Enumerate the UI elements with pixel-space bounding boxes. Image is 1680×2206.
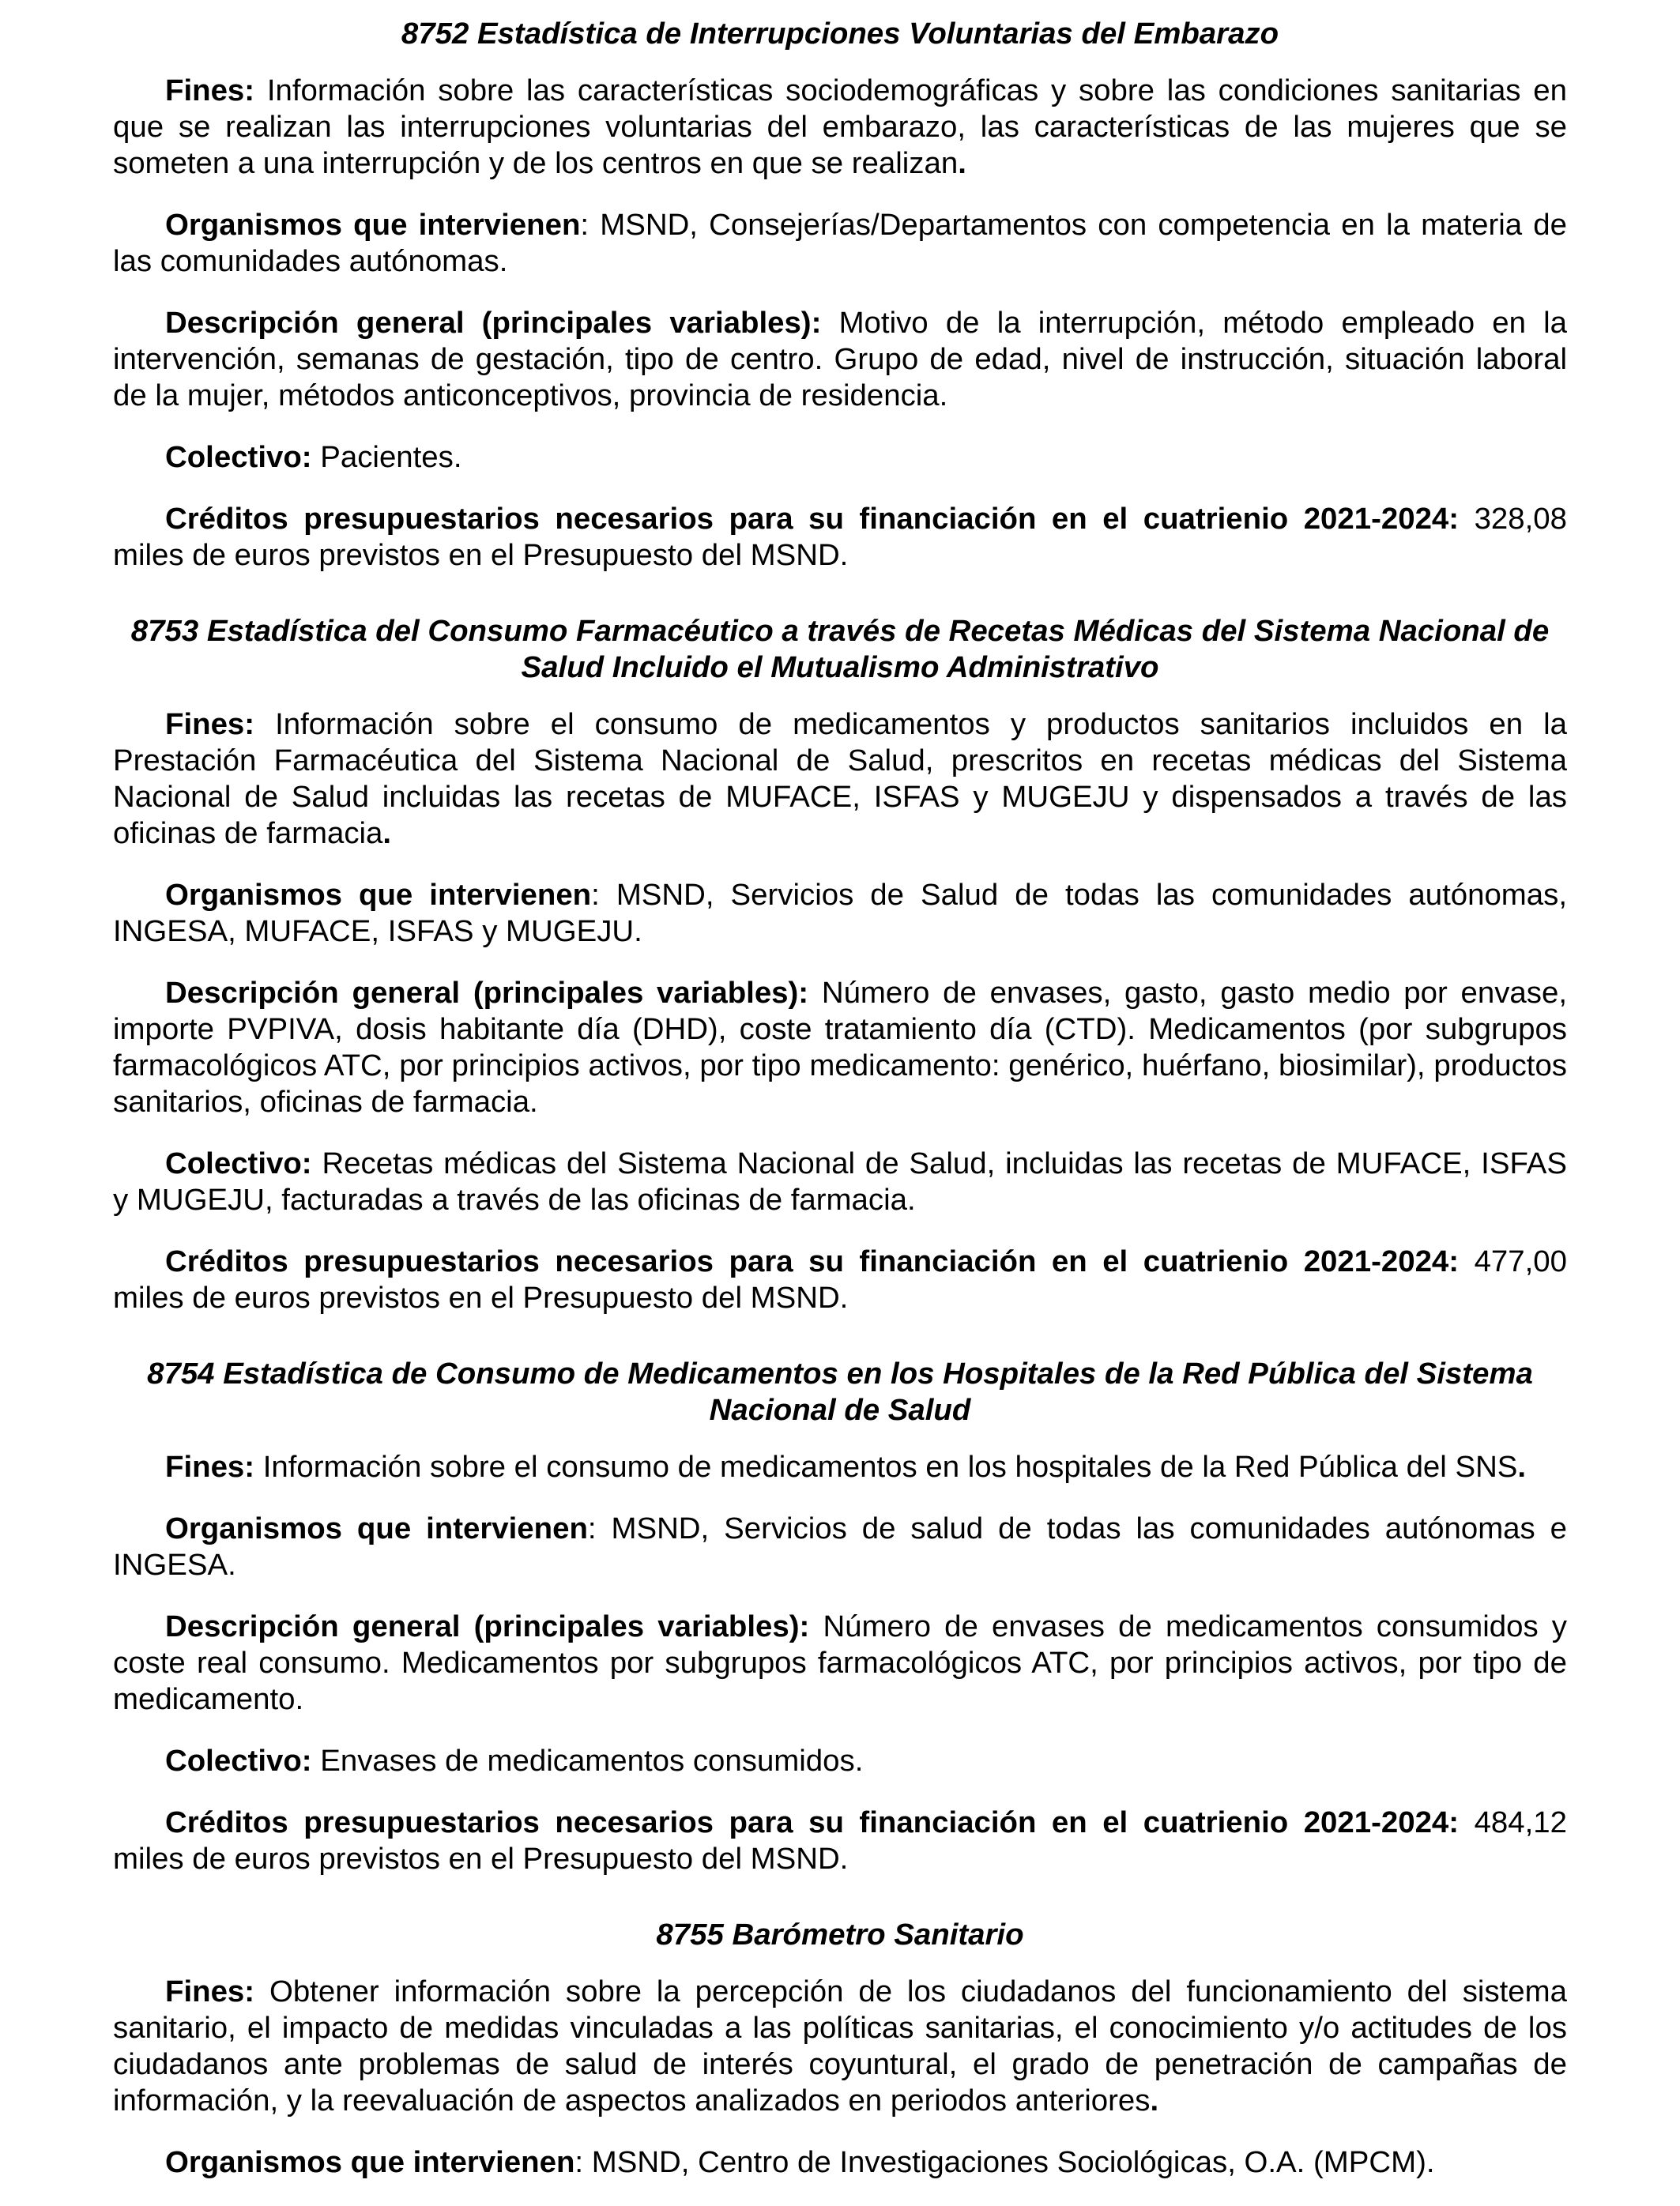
fines-paragraph [113,1974,1567,2119]
fines-end: . [1517,1450,1527,1484]
organismos-text: : MSND, Servicios de salud de todas las comunidades autónomas e INGESA. [113,1511,1567,1582]
fines-paragraph [113,73,1567,182]
colectivo-label: Colectivo: [165,1744,312,1778]
descripcion-label: Descripción general (principales variables): [165,306,822,340]
descripcion-label: Descripción general (principales variables): [165,1609,810,1643]
organismos-label: Organismos que intervienen [165,878,592,912]
organismos-text: : MSND, Centro de Investigaciones Sociológicas, O.A. (MPCM). [574,2145,1435,2179]
fines-text: Obtener información sobre la percepción de los ciudadanos del funcionamiento del sistema sanitario, el impacto de medidas vinculadas a las políticas sanitarias, el conocimiento y/o actitudes de los ciudadanos ante problemas de salud de interés coyuntural, el grado de penetración de campañas de información, y la reevaluación de aspectos analizados en periodos anteriores [113,1974,1567,2118]
creditos-paragraph [113,1805,1567,1877]
fines-label: Fines: [165,1450,255,1484]
colectivo-label: Colectivo: [165,1146,312,1180]
section-title: 8754 Estadística de Consumo de Medicamentos en los Hospitales de la Red Pública del Sistema Nacional de Salud [147,1357,1533,1427]
organismos-label: Organismos que intervienen [165,208,581,242]
descripcion-text: Motivo de la interrupción, método empleado en la intervención, semanas de gestación, tipo de centro. Grupo de edad, nivel de instrucción, situación laboral de la mujer, métodos anticonceptivos, provincia de residencia. [113,306,1567,412]
colectivo-text: Recetas médicas del Sistema Nacional de Salud, incluidas las recetas de MUFACE, ISFAS y MUGEJU, facturadas a través de las oficinas de farmacia. [113,1146,1567,1217]
fines-label: Fines: [165,73,255,107]
creditos-text: 484,12 miles de euros previstos en el Presupuesto del MSND. [113,1805,1568,1876]
creditos-text: 477,00 miles de euros previstos en el Presupuesto del MSND. [113,1244,1568,1315]
section-title: 8755 Barómetro Sanitario [656,1918,1024,1952]
fines-label: Fines: [165,1974,255,2008]
organismos-paragraph [113,207,1567,280]
section-title: 8752 Estadística de Interrupciones Voluntarias del Embarazo [401,17,1279,51]
section-title: 8753 Estadística del Consumo Farmacéutico a través de Recetas Médicas del Sistema Nacional de Salud Incluido el Mutualismo Administrativo [130,614,1550,684]
organismos-text: : MSND, Consejerías/Departamentos con competencia en la materia de las comunidades autónomas. [113,208,1567,278]
creditos-label: Créditos presupuestarios necesarios para su financiación en el cuatrienio 2021-2024: [165,502,1460,536]
colectivo-paragraph [113,1743,1567,1779]
section-8752 [113,16,1567,574]
descripcion-paragraph [113,1609,1567,1718]
document-page [113,16,1567,2206]
fines-text: Información sobre las características sociodemográficas y sobre las condiciones sanitarias en que se realizan las interrupciones voluntarias del embarazo, las características de las mujeres que se someten a una interrupción y de los centros en que se realizan [113,73,1567,180]
fines-end: . [1150,2084,1159,2118]
fines-label: Fines: [165,707,255,741]
fines-end: . [382,816,392,850]
organismos-paragraph [113,877,1567,950]
fines-paragraph [113,706,1567,852]
creditos-paragraph [113,1244,1567,1316]
colectivo-text: Envases de medicamentos consumidos. [311,1744,864,1778]
fines-text: Información sobre el consumo de medicamentos en los hospitales de la Red Pública del SNS [254,1450,1518,1484]
organismos-text: : MSND, Servicios de Salud de todas las comunidades autónomas, INGESA, MUFACE, ISFAS y MUGEJU. [113,878,1567,948]
organismos-paragraph [113,1511,1567,1583]
organismos-label: Organismos que intervienen [165,2145,575,2179]
colectivo-paragraph [113,1146,1567,1218]
descripcion-text: Número de envases, gasto, gasto medio por envase, importe PVPIVA, dosis habitante día (DHD), coste tratamiento día (CTD). Medicamentos (por subgrupos farmacológicos ATC, por principios activos, por tipo medicamento: genérico, huérfano, biosimilar), productos sanitarios, oficinas de farmacia. [113,976,1567,1119]
colectivo-label: Colectivo: [165,440,312,474]
descripcion-text: Número de envases de medicamentos consumidos y coste real consumo. Medicamentos por subgrupos farmacológicos ATC, por principios activos, por tipo de medicamento. [113,1609,1567,1716]
descripcion-paragraph [113,305,1567,414]
colectivo-text: Pacientes. [311,440,462,474]
section-8753 [113,613,1567,1316]
creditos-label: Créditos presupuestarios necesarios para su financiación en el cuatrienio 2021-2024: [165,1805,1460,1839]
section-8754 [113,1356,1567,1877]
creditos-text: 328,08 miles de euros previstos en el Presupuesto del MSND. [113,502,1568,572]
organismos-label: Organismos que intervienen [165,1511,588,1545]
fines-end: . [958,146,966,180]
descripcion-label: Descripción general (principales variables): [165,976,809,1010]
descripcion-paragraph [113,975,1567,1120]
creditos-label: Créditos presupuestarios necesarios para su financiación en el cuatrienio 2021-2024: [165,1244,1460,1278]
fines-paragraph [113,1449,1567,1485]
creditos-paragraph [113,501,1567,574]
organismos-paragraph [113,2144,1567,2181]
section-8755 [113,1917,1567,2181]
colectivo-paragraph [113,439,1567,476]
fines-text: Información sobre el consumo de medicamentos y productos sanitarios incluidos en la Prestación Farmacéutica del Sistema Nacional de Salud, prescritos en recetas médicas del Sistema Nacional de Salud incluidas las recetas de MUFACE, ISFAS y MUGEJU y dispensados a través de las oficinas de farmacia [113,707,1567,850]
